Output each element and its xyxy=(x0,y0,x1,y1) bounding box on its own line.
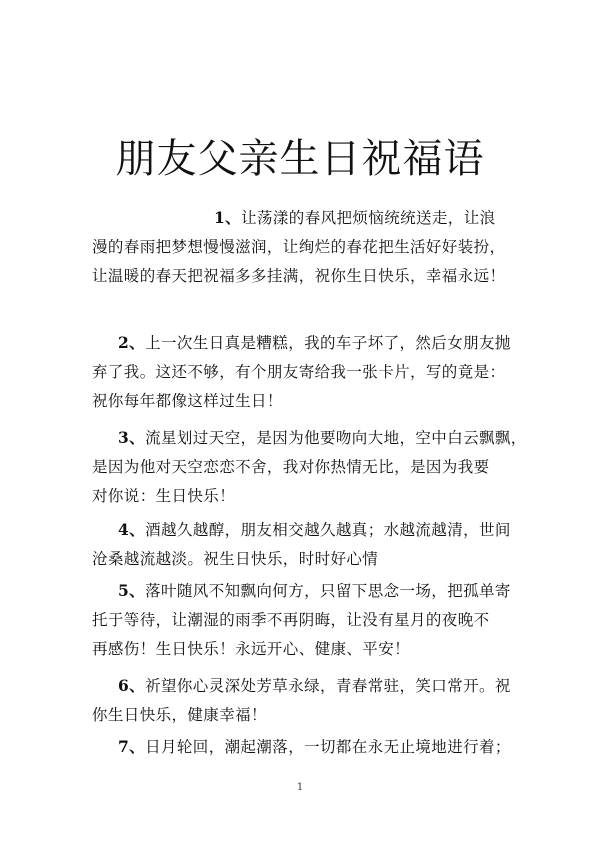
text-line: 祈望你心灵深处芳草永绿，青春常驻，笑口常开。祝 xyxy=(145,677,511,695)
text-line: 你生日快乐，健康幸福！ xyxy=(92,706,267,724)
paragraph-6 xyxy=(92,671,522,730)
paragraph-2 xyxy=(92,328,522,416)
text-line: 让荡漾的春风把烦恼统统送走，让浪 xyxy=(241,209,496,227)
text-line: 对你说：生日快乐！ xyxy=(92,487,236,505)
paragraph-7 xyxy=(92,732,522,762)
text-line: 再感伤！生日快乐！永远开心、健康、平安！ xyxy=(92,640,411,658)
text-line: 流星划过天空，是因为他要吻向大地，空中白云飘飘， xyxy=(145,429,527,447)
text-line: 让温暖的春天把祝福多多挂满，祝你生日快乐，幸福永远！ xyxy=(92,267,506,285)
item-number: 5、 xyxy=(118,581,146,600)
text-line: 沧桑越流越淡。祝生日快乐，时时好心情 xyxy=(92,550,379,568)
text-line: 祝你每年都像这样过生日！ xyxy=(92,392,283,410)
paragraph-4 xyxy=(92,515,522,574)
paragraph-1 xyxy=(92,203,522,291)
item-number: 1、 xyxy=(214,208,242,227)
text-line: 落叶随风不知飘向何方，只留下思念一场，把孤单寄 xyxy=(145,582,511,600)
text-line: 日月轮回，潮起潮落，一切都在永无止境地进行着； xyxy=(145,738,511,756)
text-line: 酒越久越醇，朋友相交越久越真；水越流越清，世间 xyxy=(145,521,511,539)
item-number: 7、 xyxy=(118,737,146,756)
text-line: 漫的春雨把梦想慢慢滋润，让绚烂的春花把生活好好装扮， xyxy=(92,238,506,256)
item-number: 4、 xyxy=(118,520,146,539)
document-title: 朋友父亲生日祝福语 xyxy=(115,135,485,182)
text-line: 托于等待，让潮湿的雨季不再阴晦，让没有星月的夜晚不 xyxy=(92,611,490,629)
text-line: 弃了我。这还不够，有个朋友寄给我一张卡片，写的竟是： xyxy=(92,363,506,381)
item-number: 3、 xyxy=(118,428,146,447)
item-number: 2、 xyxy=(118,333,146,352)
text-line: 上一次生日真是糟糕，我的车子坏了，然后女朋友抛 xyxy=(145,334,511,352)
text-line: 是因为他对天空恋恋不舍，我对你热情无比，是因为我要 xyxy=(92,458,490,476)
paragraph-5 xyxy=(92,576,522,664)
item-number: 6、 xyxy=(118,676,146,695)
page-number: 1 xyxy=(296,782,304,793)
paragraph-3 xyxy=(92,423,527,511)
